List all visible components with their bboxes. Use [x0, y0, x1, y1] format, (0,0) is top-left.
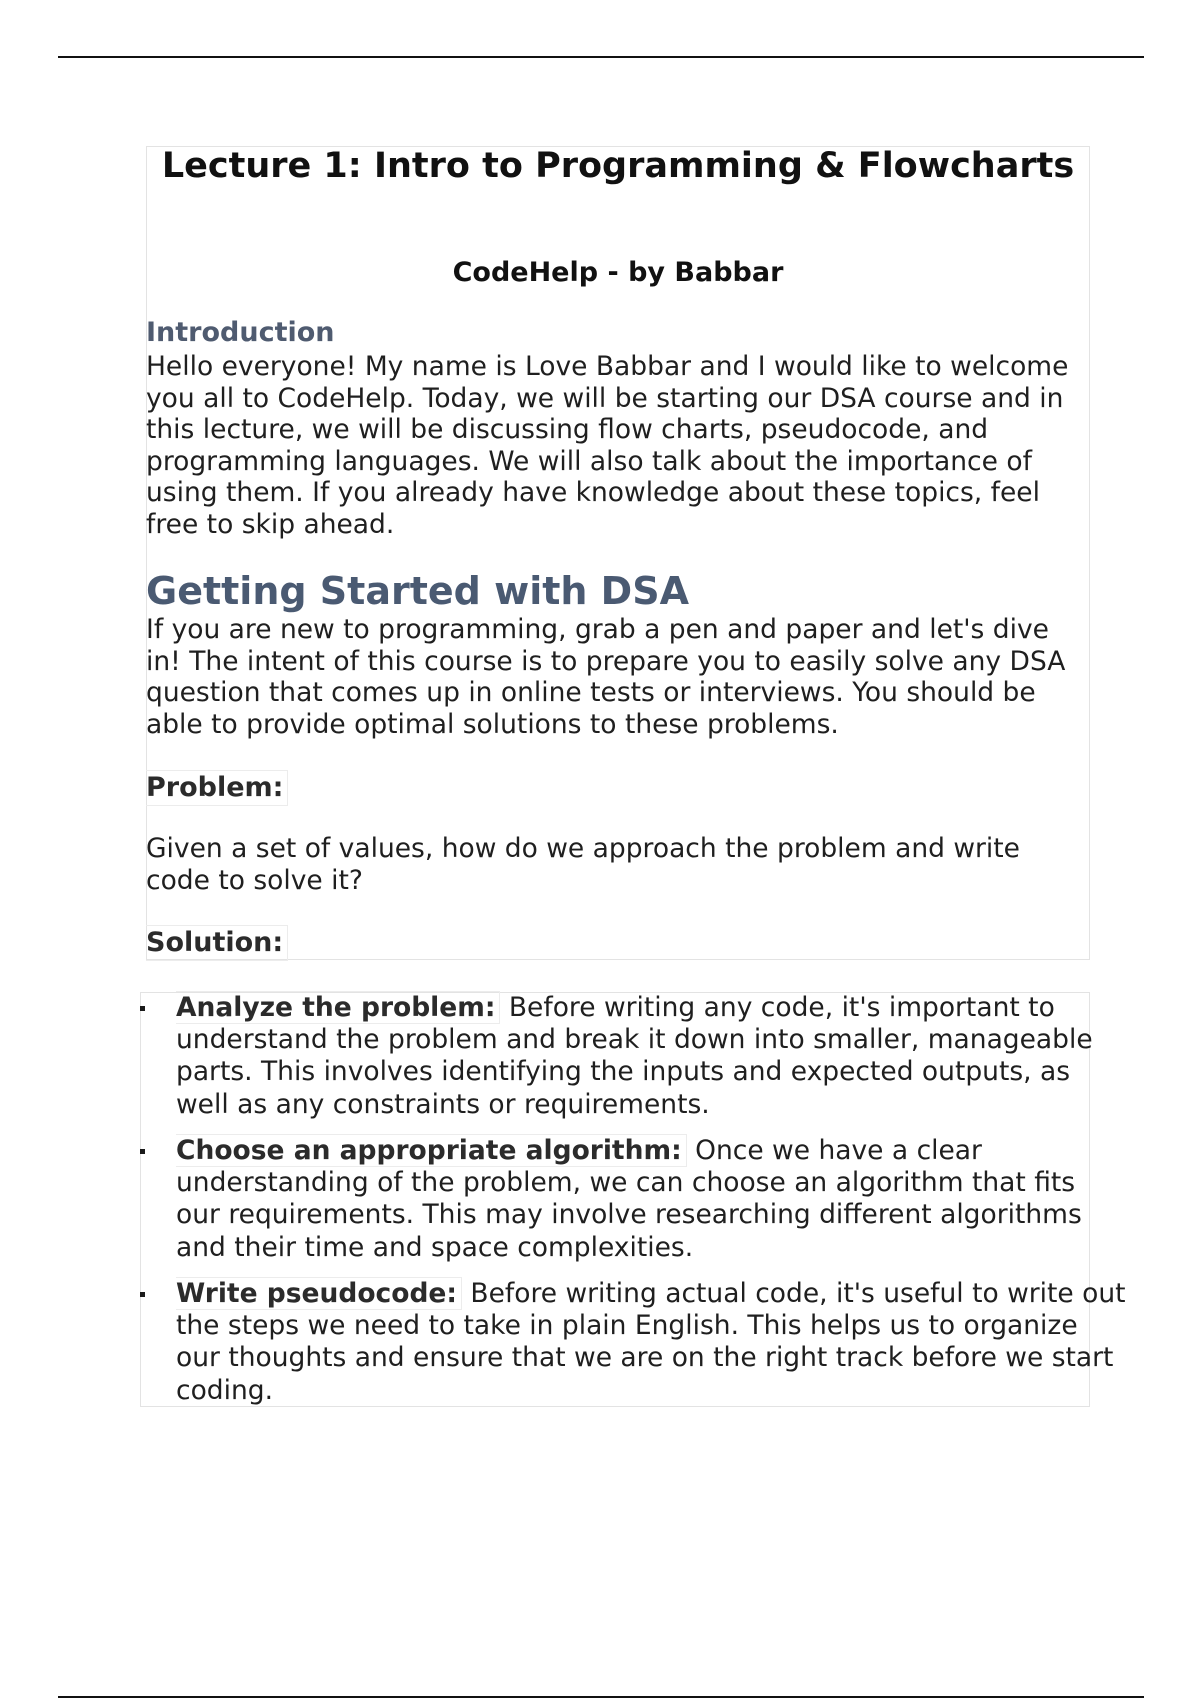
bullet-icon	[140, 1292, 145, 1297]
bullet-icon	[140, 1149, 145, 1154]
step-description: Before writing any code, it's important to understand the problem and break it down into smaller, manageable parts. This involves identifying the inputs and expected outputs, as well as any constraints or requirements.	[176, 992, 1093, 1120]
step-description: Before writing actual code, it's useful to write out the steps we need to take in plain English. This helps us to organize our thoughts and ensure that we are on the right track before we start coding.	[176, 1278, 1126, 1406]
page-title: Lecture 1: Intro to Programming & Flowcharts	[161, 146, 1075, 186]
step-heading: Analyze the problem:	[176, 991, 500, 1024]
problem-label: Problem:	[146, 770, 288, 806]
step-description: Once we have a clear understanding of the problem, we can choose an algorithm that fits our requirements. This may involve researching different algorithms and their time and space complexities.	[176, 1135, 1082, 1263]
introduction-paragraph: Hello everyone! My name is Love Babbar and I would like to welcome you all to CodeHelp. Today, we will be starting our DSA course and in this lecture, we will be discussing flow charts, pseudocode, and programming languages. We will also talk about the importance of using them. If you already have knowledge about these topics, feel free to skip ahead.	[146, 351, 1069, 540]
step-text	[176, 992, 1126, 1121]
page-subtitle: CodeHelp - by Babbar	[452, 257, 784, 288]
solution-label: Solution:	[146, 925, 288, 961]
step-heading: Choose an appropriate algorithm:	[176, 1134, 687, 1167]
getting-started-heading: Getting Started with DSA	[146, 569, 689, 613]
step-text	[176, 1135, 1126, 1264]
step-text	[176, 1278, 1126, 1407]
page-top-rule	[58, 56, 1144, 58]
problem-paragraph: Given a set of values, how do we approach the problem and write code to solve it?	[146, 833, 1020, 896]
getting-started-paragraph: If you are new to programming, grab a pen and paper and let's dive in! The intent of this course is to prepare you to easily solve any DSA question that comes up in online tests or interviews. You should be able to provide optimal solutions to these problems.	[146, 614, 1066, 740]
introduction-heading: Introduction	[146, 317, 335, 348]
bullet-icon	[140, 1006, 145, 1011]
step-heading: Write pseudocode:	[176, 1277, 462, 1310]
page-bottom-rule	[58, 1696, 1144, 1698]
